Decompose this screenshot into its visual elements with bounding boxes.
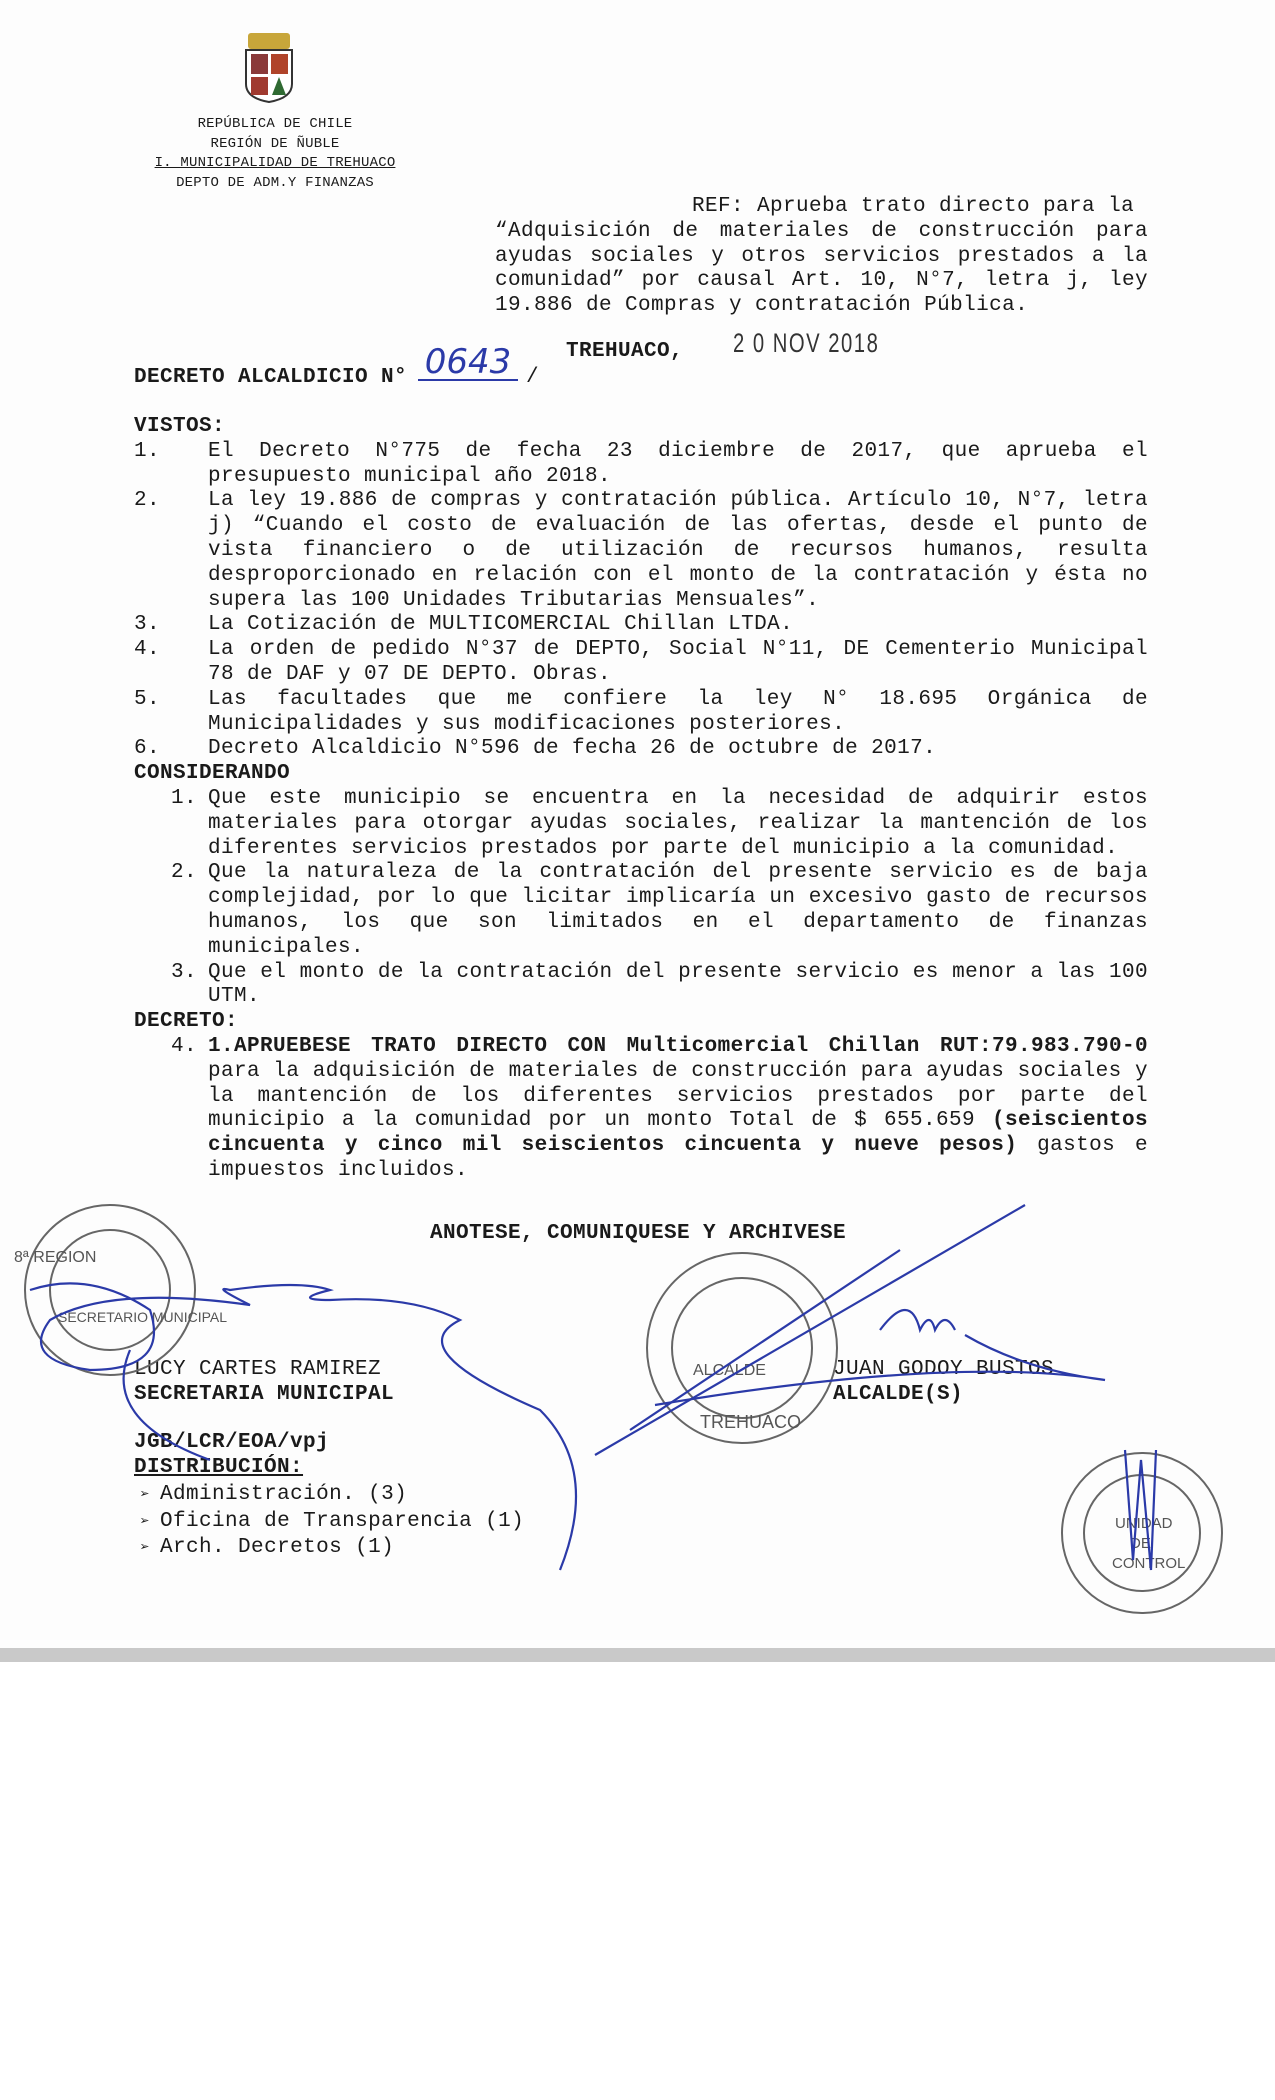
considerando-item-text: Que el monto de la contratación del presente servicio es menor a las 100 UTM. <box>208 960 1148 1009</box>
distribution-item <box>140 1535 524 1562</box>
vistos-item-number: 5. <box>134 687 161 711</box>
considerando-item-number: 1. <box>171 786 198 810</box>
decreto-text-end: gastos e impuestos incluidos. <box>208 1134 1148 1182</box>
vistos-item-number: 6. <box>134 737 161 761</box>
considerando-item-number: 2. <box>171 861 198 885</box>
vistos-item <box>134 489 1148 613</box>
control-stamp-de: DE <box>1130 1535 1151 1552</box>
control-stamp-control: CONTROL <box>1112 1555 1186 1572</box>
header-region: REGIÓN DE ÑUBLE <box>210 135 340 152</box>
considerando-item-number: 3. <box>171 960 198 984</box>
distribution-item-label: Arch. Decretos (1) <box>160 1536 395 1559</box>
secretary-stamp-region: 8ª REGION <box>14 1249 97 1266</box>
vistos-list <box>134 440 1148 762</box>
decree-slash: / <box>526 366 540 389</box>
decreto-amount-words: (seiscientos cincuenta y cinco mil seiscientos cincuenta y nueve pesos) <box>208 1109 1148 1158</box>
initials: JGB/LCR/EOA/vpj <box>134 1431 330 1454</box>
vistos-item-text: La orden de pedido N°37 de DEPTO, Social N°11, DE Cementerio Municipal 78 de DAF y 07 DE DEPTO. Obras. <box>208 638 1148 686</box>
vistos-item-text: Las facultades que me confiere la ley N° 18.695 Orgánica de Municipalidades y sus modificaciones posteriores. <box>208 687 1148 736</box>
place: TREHUACO, <box>566 340 684 363</box>
arrow-bullet-icon: ➢ <box>140 1512 161 1531</box>
signer-mayor-role: ALCALDE(S) <box>833 1383 964 1406</box>
considerando-item-text: Que la naturaleza de la contratación del presente servicio es de baja complejidad, por lo que licitar implicaría un excesivo gasto de recursos humanos, los que son limitados en el departamento de finanzas municipales. <box>208 861 1148 959</box>
decreto-item-number: 4. <box>171 1034 198 1058</box>
header-department: DEPTO DE ADM.Y FINANZAS <box>176 174 374 191</box>
distribution-item <box>140 1509 524 1536</box>
mayor-stamp-label: ALCALDE <box>693 1362 766 1379</box>
arrow-bullet-icon: ➢ <box>140 1486 161 1504</box>
vistos-item-number: 3. <box>134 613 161 637</box>
considerando-heading: CONSIDERANDO <box>134 762 291 786</box>
reference-block <box>495 195 1148 319</box>
vistos-item-number: 2. <box>134 489 161 513</box>
decreto-heading: DECRETO: <box>134 1010 239 1034</box>
page-edge <box>0 1648 1275 1662</box>
decreto-approval: 1.APRUEBESE TRATO DIRECTO CON Multicomercial Chillan RUT:79.983.790-0 <box>208 1034 1148 1058</box>
vistos-item <box>134 737 1148 762</box>
decree-label: DECRETO ALCALDICIO N° <box>134 366 408 389</box>
header-municipality: I. MUNICIPALIDAD DE TREHUACO <box>154 155 396 171</box>
decree-number: 0643 <box>418 345 518 381</box>
mayor-stamp-city: TREHUACO <box>700 1412 802 1432</box>
vistos-item-text: La ley 19.886 de compras y contratación pública. Artículo 10, N°7, letra j) “Cuando el costo de evaluación de las ofertas, desde el punto de vista financiero o de utilización de recursos humanos, resulta desproporcionado en relación con el monto de la contratación y ésta no supera las 100 Unidades Tributarias Mensuales”. <box>208 489 1148 612</box>
vistos-item-text: La Cotización de MULTICOMERCIAL Chillan LTDA. <box>208 613 794 637</box>
vistos-item-number: 1. <box>134 439 161 463</box>
considerando-item <box>134 787 1148 861</box>
decreto-text: para la adquisición de materiales de construcción para ayudas sociales y la mantención de los diferentes servicios prestados por parte del municipio a la comunidad por un monto Total de $ 655.659 <box>208 1059 1148 1133</box>
date-stamp: 2 0 NOV 2018 <box>733 328 880 358</box>
control-stamp-unit: UNIDAD <box>1115 1515 1173 1532</box>
reference-first-line: REF: Aprueba trato directo para la <box>692 195 1135 218</box>
considerando-item <box>134 861 1148 960</box>
signer-secretary-name: LUCY CARTES RAMIREZ <box>134 1358 382 1381</box>
vistos-item <box>134 638 1148 688</box>
vistos-heading: VISTOS: <box>134 415 226 438</box>
reference-text: “Adquisición de materiales de construcción para ayudas sociales y otros servicios prestados a la comunidad” por causal Art. 10, N°7, letra j, ley 19.886 de Compras y contratación Pública. <box>495 219 1148 318</box>
considerando-item <box>134 961 1148 1011</box>
decreto-item <box>134 1035 1148 1184</box>
header-country: REPÚBLICA DE CHILE <box>197 116 353 132</box>
vistos-item <box>134 688 1148 738</box>
vistos-item-number: 4. <box>134 638 161 662</box>
distribution-item <box>140 1482 524 1509</box>
distribution-item-label: Administración. (3) <box>160 1483 408 1506</box>
letterhead <box>120 115 430 193</box>
distribution-list <box>140 1482 524 1562</box>
vistos-item-text: Decreto Alcaldicio N°596 de fecha 26 de octubre de 2017. <box>208 737 937 761</box>
considerando-item-text: Que este municipio se encuentra en la necesidad de adquirir estos materiales para otorgar ayudas sociales, realizar la mantención de los diferentes servicios prestados por parte del municipio a la comunidad. <box>208 786 1148 860</box>
signer-secretary-role: SECRETARIA MUNICIPAL <box>134 1383 395 1406</box>
vistos-item <box>134 613 1148 638</box>
arrow-bullet-icon: ➢ <box>140 1539 161 1557</box>
vistos-item <box>134 440 1148 490</box>
signer-mayor-name: JUAN GODOY BUSTOS <box>833 1358 1055 1381</box>
distribution-item-label: Oficina de Transparencia (1) <box>160 1509 525 1533</box>
closing-formula: ANOTESE, COMUNIQUESE Y ARCHIVESE <box>429 1221 847 1245</box>
secretary-stamp-text: SECRETARIO MUNICIPAL <box>58 1309 228 1325</box>
distribution-heading: DISTRIBUCIÓN: <box>134 1456 304 1479</box>
vistos-item-text: El Decreto N°775 de fecha 23 diciembre de 2017, que aprueba el presupuesto municipal año 2018. <box>208 439 1148 488</box>
document-body <box>134 415 1148 1247</box>
considerando-list <box>134 787 1148 1010</box>
